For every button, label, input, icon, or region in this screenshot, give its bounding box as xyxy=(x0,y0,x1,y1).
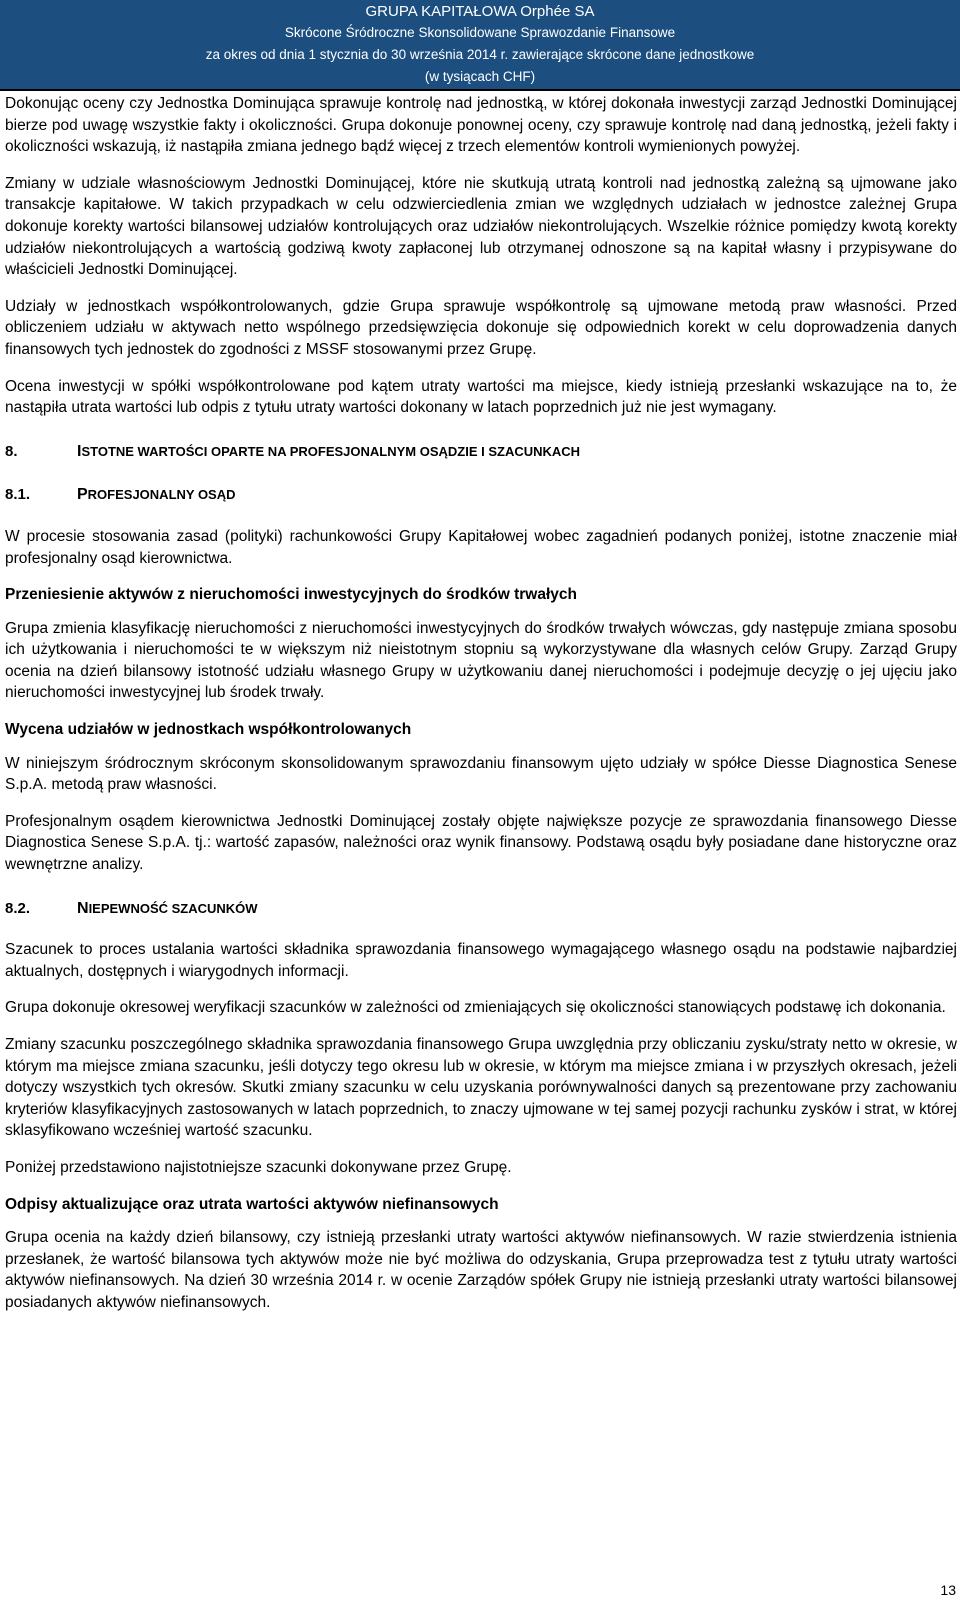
paragraph: Dokonując oceny czy Jednostka Dominująca sprawuje kontrolę nad jednostką, w której dokonała inwestycji zarząd Jednostki Dominującej bierze pod uwagę wszystkie fakty i okoliczności. Grupa dokonuje ponownej oceny, czy sprawuje kontrolę nad daną jednostką, jeżeli fakty i okoliczności wskazują, iż nastąpiła zmiana jednego bądź więcej z trzech elementów kontroli wymienionych powyżej. xyxy=(5,95,957,156)
paragraph: Grupa ocenia na każdy dzień bilansowy, czy istnieją przesłanki utraty wartości aktywów niefinansowych. W razie stwierdzenia istnienia przesłanek, że wartość bilansowa tych aktywów może nie być możliwa do odzyskania, Grupa przeprowadza test z tytułu utraty wartości aktywów niefinansowych. Na dzień 30 września 2014 r. w ocenie Zarządów spółek Grupy nie istnieją przesłanki utraty wartości bilansowej posiadanych aktywów niefinansowych. xyxy=(5,1229,957,1311)
header-report-title: Skrócone Śródroczne Skonsolidowane Sprawozdanie Finansowe xyxy=(284,25,676,40)
header-company-name: GRUPA KAPITAŁOWA Orphée SA xyxy=(365,3,595,20)
paragraph: Grupa zmienia klasyfikację nieruchomości z nieruchomości inwestycyjnych do środków trwałych wówczas, gdy następuje zmiana sposobu ich użytkowania i nieruchomości te w większym niż nieistotnym stopniu są wykorzystywane dla własnych celów Grupy. Zarząd Grupy ocenia na dzień bilansowy istotność udziału własnego Grupy w użytkowaniu danej nieruchomości i podejmuje decyzję o jej ujęciu jako nieruchomości inwestycyjnej lub środek trwały. xyxy=(5,619,957,702)
section-heading-8-1 xyxy=(5,484,957,506)
paragraph: Szacunek to proces ustalania wartości składnika sprawozdania finansowego wymagającego własnego osądu na podstawie najbardziej aktualnych, dostępnych i wiarygodnych informacji. xyxy=(5,941,957,980)
paragraph: Udziały w jednostkach współkontrolowanych, gdzie Grupa sprawuje współkontrolę są ujmowane metodą praw własności. Przed obliczeniem udziału w aktywach netto wspólnego przedsięwzięcia dokonuje się odpowiednich korekt w celu doprowadzenia danych finansowych tych jednostek do zgodności z MSSF stosowanymi przez Grupę. xyxy=(5,297,957,358)
section-title: NIEPEWNOŚĆ SZACUNKÓW xyxy=(77,899,258,917)
document-body xyxy=(5,93,957,1329)
header-divider xyxy=(0,89,960,91)
section-heading-8-2 xyxy=(5,898,957,920)
subheading: Wycena udziałów w jednostkach współkontrolowanych xyxy=(5,721,412,739)
header-period: za okres od dnia 1 stycznia do 30 września 2014 r. zawierające skrócone dane jednostkowe xyxy=(205,47,755,62)
section-heading-8 xyxy=(5,441,957,463)
subheading: Odpisy aktualizujące oraz utrata wartości aktywów niefinansowych xyxy=(5,1195,499,1213)
section-number: 8. xyxy=(5,442,18,460)
paragraph: Zmiany szacunku poszczególnego składnika sprawozdania finansowego Grupa uwzględnia przy obliczaniu zysku/straty netto w okresie, w którym ma miejsce zmiana szacunku, jeśli dotyczy tego okresu lub w okresie, w którym ma miejsce zmiana i w przyszłych okresach, jeżeli dotyczy wszystkich tych okresów. Skutki zmiany szacunku w celu uzyskania porównywalności danych są prezentowane przy zachowaniu kryteriów klasyfikacyjnych zastosowanych w latach poprzednich, to znaczy ujmowane w tej samej pozycji rachunku zysków i strat, w której sklasyfikowano wcześniej wartość szacunku. xyxy=(5,1036,957,1140)
paragraph: Profesjonalnym osądem kierownictwa Jednostki Dominującej zostały objęte największe pozycje ze sprawozdania finansowego Diesse Diagnostica Senese S.p.A. tj.: wartość zapasów, należności oraz wynik finansowy. Podstawą osądu były posiadane dane historyczne oraz wewnętrzne analizy. xyxy=(5,812,957,874)
section-title: PROFESJONALNY OSĄD xyxy=(77,486,236,504)
document-header xyxy=(0,0,960,89)
section-number: 8.1. xyxy=(5,486,31,504)
paragraph: Poniżej przedstawiono najistotniejsze szacunki dokonywane przez Grupę. xyxy=(5,1158,512,1176)
section-number: 8.2. xyxy=(5,899,31,917)
paragraph: Grupa dokonuje okresowej weryfikacji szacunków w zależności od zmieniających się okoliczności stanowiących podstawę ich dokonania. xyxy=(5,999,946,1017)
section-title: ISTOTNE WARTOŚCI OPARTE NA PROFESJONALNYM OSĄDZIE I SZACUNKACH xyxy=(77,442,581,460)
paragraph: Zmiany w udziale własnościowym Jednostki Dominującej, które nie skutkują utratą kontroli nad jednostką zależną są ujmowane jako transakcje kapitałowe. W takich przypadkach w celu odzwierciedlenia zmian we względnych udziałach w jednostce zależnej Grupa dokonuje korekty wartości bilansowej udziałów kontrolujących oraz udziałów niekontrolujących. Wszelkie różnice pomiędzy kwotą korekty udziałów niekontrolujących a wartością godziwą kwoty zapłaconej lub otrzymanej odnoszone są na kapitał własny i przypisywane do właścicieli Jednostki Dominującej. xyxy=(5,174,957,279)
subheading: Przeniesienie aktywów z nieruchomości inwestycyjnych do środków trwałych xyxy=(5,586,577,604)
paragraph: W niniejszym śródrocznym skróconym skonsolidowanym sprawozdaniu finansowym ujęto udziały w spółce Diesse Diagnostica Senese S.p.A. metodą praw własności. xyxy=(5,754,957,794)
page-number: 13 xyxy=(940,1582,956,1598)
paragraph: Ocena inwestycji w spółki współkontrolowane pod kątem utraty wartości ma miejsce, kiedy istnieją przesłanki wskazujące na to, że nastąpiła utrata wartości lub odpis z tytułu utraty wartości dokonany w latach poprzednich już nie jest wymagany. xyxy=(5,377,957,417)
paragraph: W procesie stosowania zasad (polityki) rachunkowości Grupy Kapitałowej wobec zagadnień podanych poniżej, istotne znaczenie miał profesjonalny osąd kierownictwa. xyxy=(5,527,957,567)
header-currency: (w tysiącach CHF) xyxy=(424,69,536,84)
